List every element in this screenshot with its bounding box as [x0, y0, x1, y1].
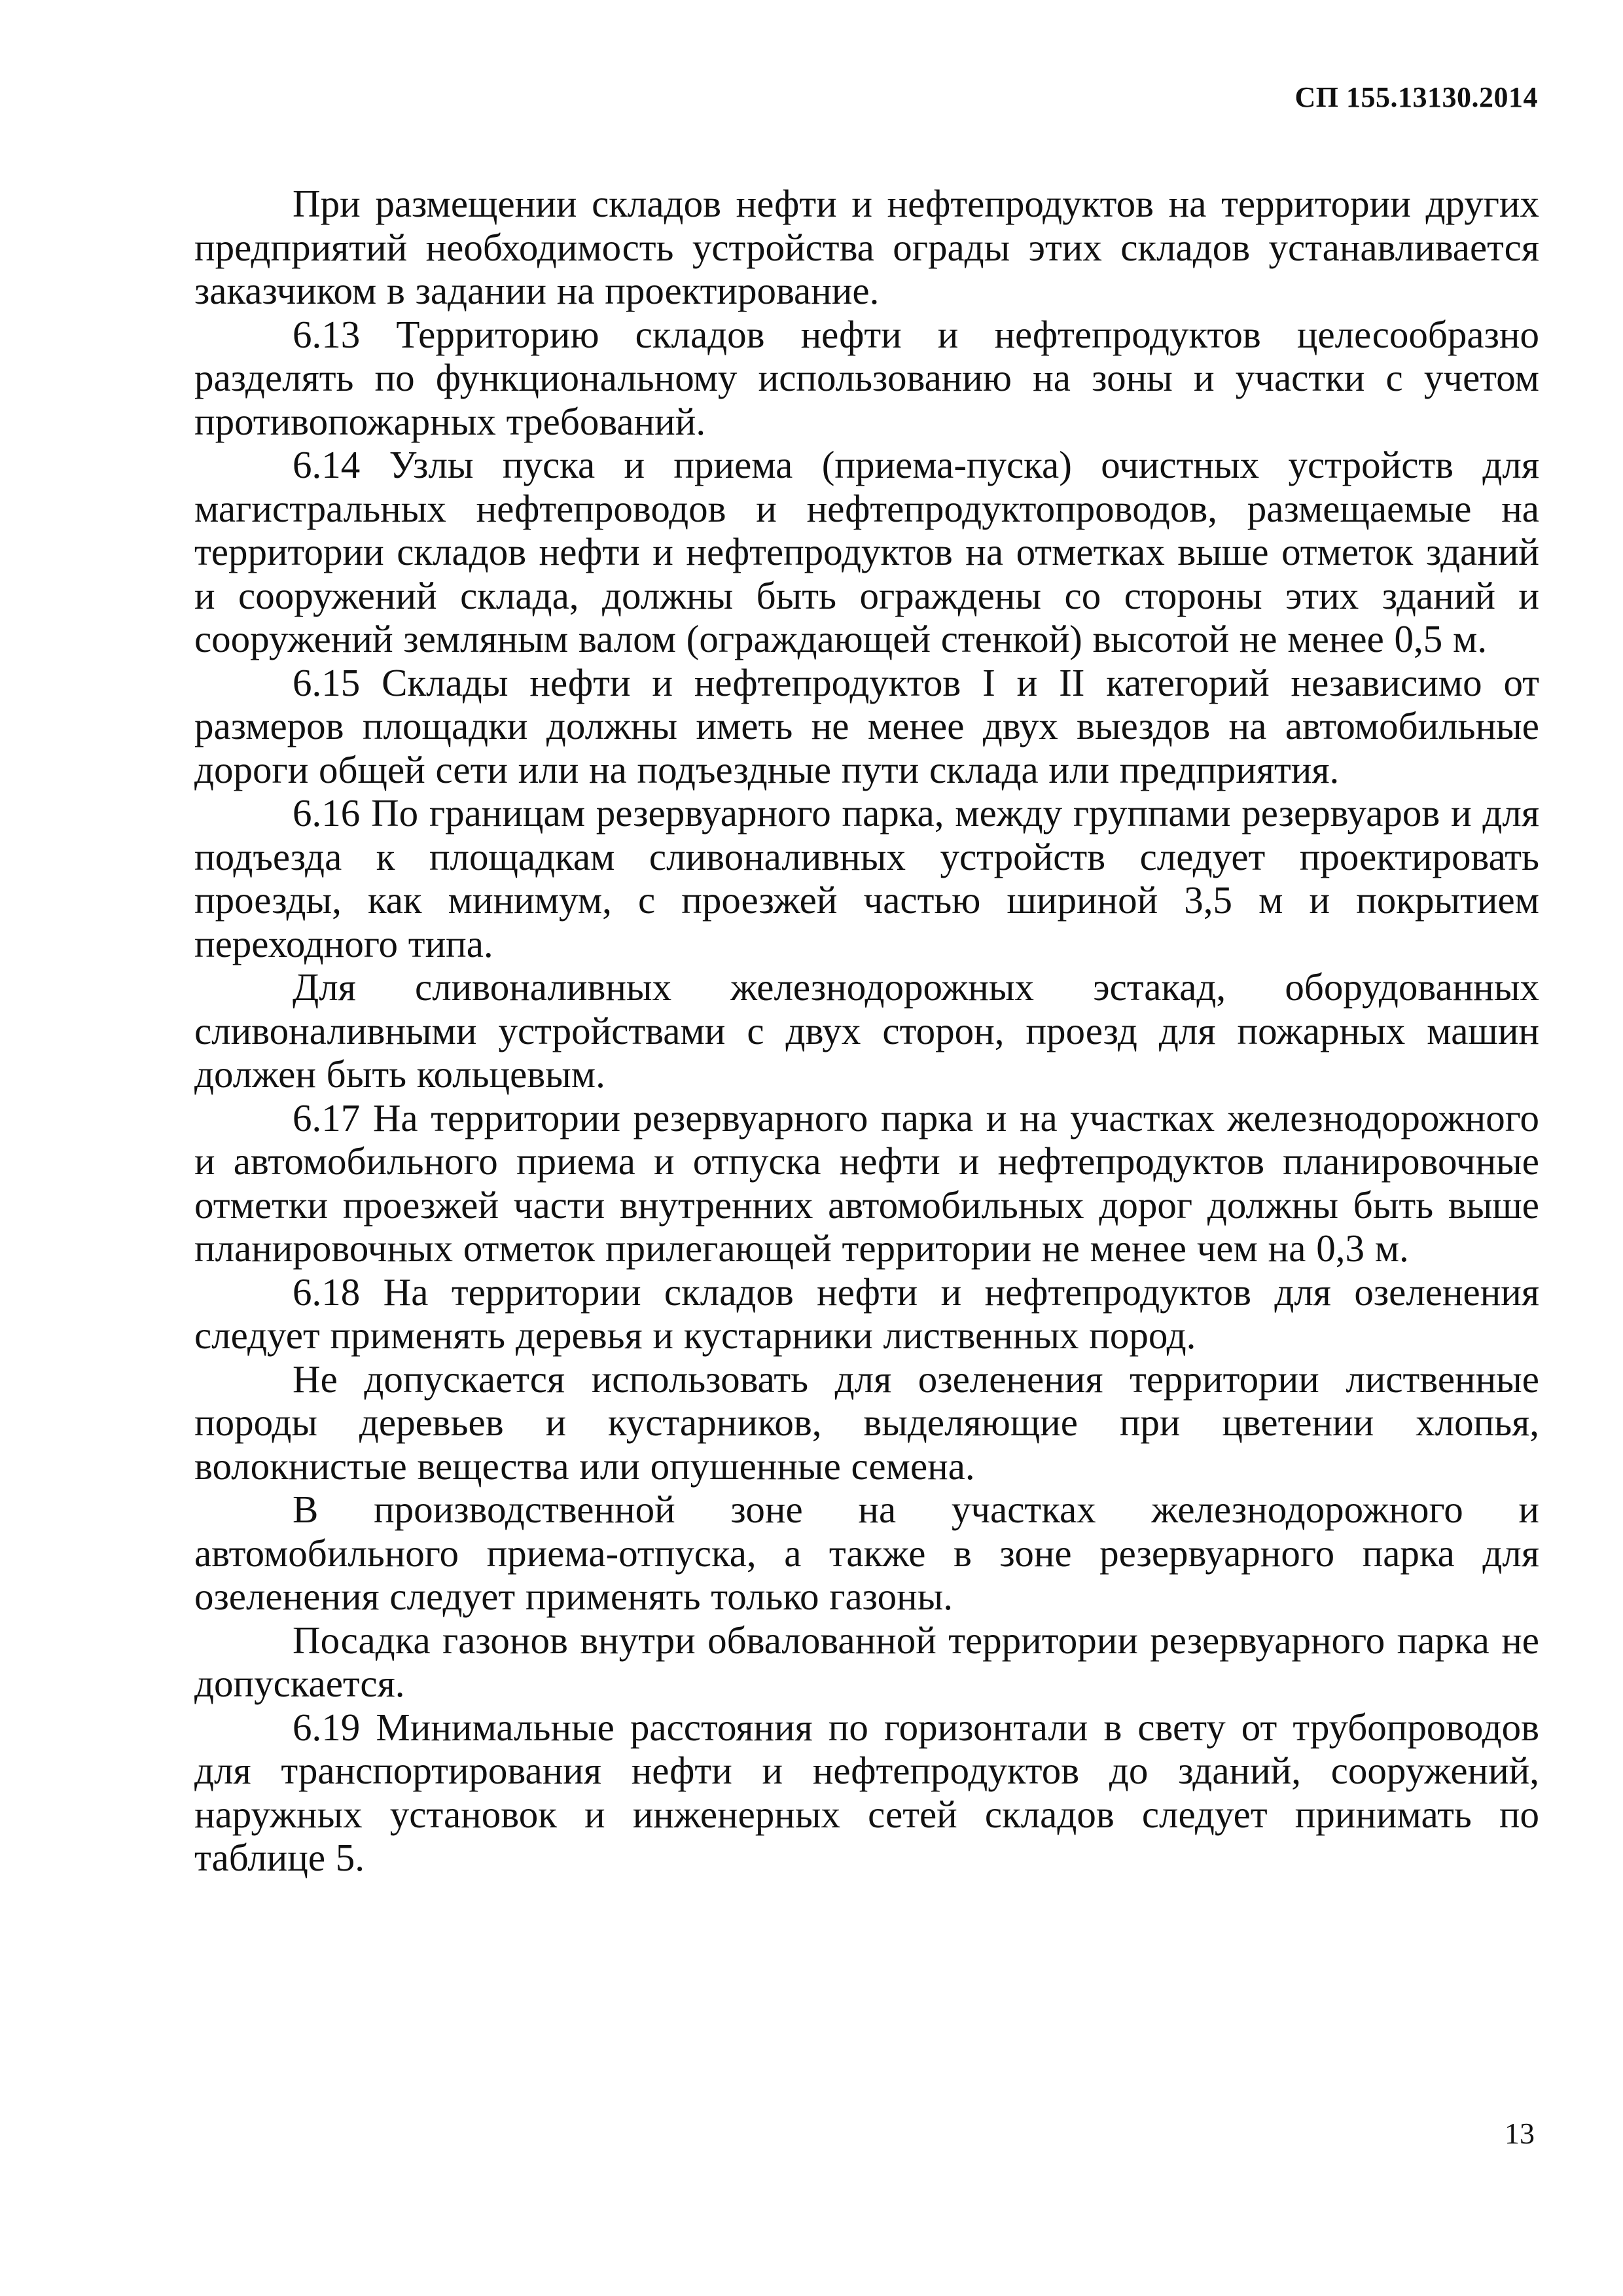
paragraph-6-14: 6.14 Узлы пуска и приема (приема-пуска) очистных устройств для магистральных нефтепроводов и нефтепродуктопроводов, размещаемые на территории складов нефти и нефтепродуктов на отметках выше отметок зданий и сооружений склада, должны быть ограждены со стороны этих зданий и сооружений земляным валом (ограждающей стенкой) высотой не менее 0,5 м.: [194, 443, 1539, 660]
paragraph-6-19: 6.19 Минимальные расстояния по горизонтали в свету от трубопроводов для транспортирования нефти и нефтепродуктов до зданий, сооружений, наружных установок и инженерных сетей складов следует принимать по таблице 5.: [194, 1705, 1539, 1879]
paragraph-6-13: 6.13 Территорию складов нефти и нефтепродуктов целесообразно разделять по функциональному использованию на зоны и участки с учетом противопожарных требований.: [194, 312, 1539, 443]
paragraph-rail-overpass-driveway: Для сливоналивных железнодорожных эстакад, оборудованных сливоналивными устройствами с двух сторон, проезд для пожарных машин должен быть кольцевым.: [194, 965, 1539, 1096]
paragraph-production-zone-lawns: В производственной зоне на участках железнодорожного и автомобильного приема-отпуска, а также в зоне резервуарного парка для озеленения следует применять только газоны.: [194, 1488, 1539, 1618]
paragraph-landscaping-prohibited-species: Не допускается использовать для озеленения территории лиственные породы деревьев и кустарников, выделяющие при цветении хлопья, волокнистые вещества или опушенные семена.: [194, 1357, 1539, 1488]
paragraph-embanked-territory-lawns: Посадка газонов внутри обвалованной территории резервуарного парка не допускается.: [194, 1618, 1539, 1705]
page-number: 13: [1505, 2117, 1535, 2150]
paragraph-6-15: 6.15 Склады нефти и нефтепродуктов I и II категорий независимо от размеров площадки должны иметь не менее двух выездов на автомобильные дороги общей сети или на подъездные пути склада или предприятия.: [194, 660, 1539, 791]
paragraph-fencing-other-enterprises: При размещении складов нефти и нефтепродуктов на территории других предприятий необходимость устройства ограды этих складов устанавливается заказчиком в задании на проектирование.: [194, 182, 1539, 312]
paragraph-6-16: 6.16 По границам резервуарного парка, между группами резервуаров и для подъезда к площадкам сливоналивных устройств следует проектировать проезды, как минимум, с проезжей частью шириной 3,5 м и покрытием переходного типа.: [194, 791, 1539, 965]
document-body: [194, 182, 1539, 1880]
paragraph-6-17: 6.17 На территории резервуарного парка и на участках железнодорожного и автомобильного приема и отпуска нефти и нефтепродуктов планировочные отметки проезжей части внутренних автомобильных дорог должны быть выше планировочных отметок прилегающей территории не менее чем на 0,3 м.: [194, 1096, 1539, 1270]
document-code-header: СП 155.13130.2014: [1294, 81, 1538, 113]
paragraph-6-18: 6.18 На территории складов нефти и нефтепродуктов для озеленения следует применять деревья и кустарники лиственных пород.: [194, 1270, 1539, 1357]
